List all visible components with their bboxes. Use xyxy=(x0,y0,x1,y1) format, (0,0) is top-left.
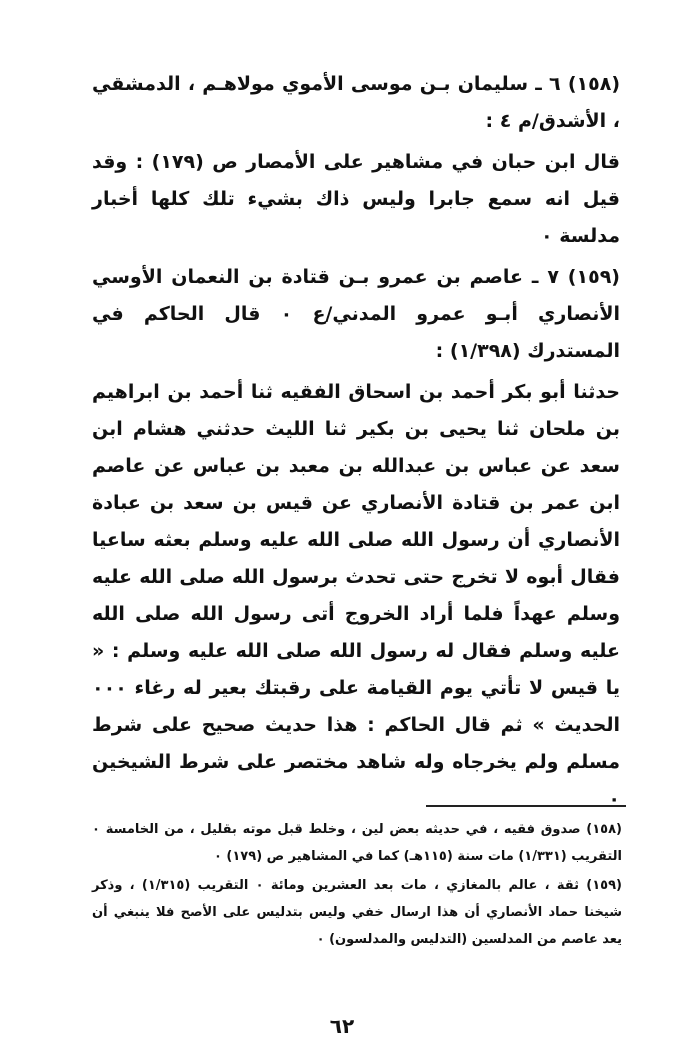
footnote-divider xyxy=(426,805,626,807)
entry-159-heading: (١٥٩) ٧ ـ عاصم بن عمرو بـن قتادة بن النعمان الأوسي الأنصاري أبـو عمرو المدني/ع ٠ قال الحاكم في المستدرك (١/٣٩٨) : xyxy=(92,266,621,362)
page-number: ٦٢ xyxy=(329,1014,355,1038)
footnote-159: (١٥٩) ثقة ، عالم بالمغازي ، مات بعد العشرين ومائة ٠ التقريب (١/٣١٥) ، وذكر شيخنا حماد الأنصاري أن هذا ارسال خفي وليس بتدليس على الأصح فلا ينبغي أن يعد عاصم من المدلسين (التدليس والمدلسون) ٠ xyxy=(92,878,622,947)
footnotes xyxy=(92,816,622,953)
main-text xyxy=(92,66,620,818)
footnote-158: (١٥٨) صدوق فقيه ، في حديثه بعض لين ، وخلط قبل موته بقليل ، من الخامسة ٠ التقريب (١/٣٣١) مات سنة (١١٥هـ) كما في المشاهير ص (١٧٩) ٠ xyxy=(92,822,622,864)
entry-158-heading: (١٥٨) ٦ ـ سليمان بـن موسى الأموي مولاهـم ، الدمشقي ، الأشدق/م ٤ : xyxy=(92,73,620,132)
ibn-hibban-quote: قال ابن حبان في مشاهير على الأمصار ص (١٧٩) : وقد قيل انه سمع جابرا وليس ذاك بشيء تلك كلها أخبار مدلسة ٠ xyxy=(92,151,620,247)
hadith-text: حدثنا أبو بكر أحمد بن اسحاق الفقيه ثنا أحمد بن ابراهيم بن ملحان ثنا يحيى بن بكير ثنا الليث حدثني هشام ابن سعد عن عباس بن عبدالله بن معبد بن عباس عن عاصم ابن عمر بن قتادة الأنصاري عن قيس بن سعد بن عبادة الأنصاري أن رسول الله صلى الله عليه وسلم بعثه ساعيا فقال أبوه لا تخرج حتى تحدث برسول الله صلى الله عليه وسلم عهداً فلما أراد الخروج أتى رسول الله صلى الله عليه وسلم فقال له رسول الله صلى الله عليه وسلم : « يا قيس لا تأتي يوم القيامة على رقبتك بعير له رغاء ٠٠٠ الحديث » ثم قال الحاكم : هذا حديث صحيح على شرط مسلم ولم يخرجاه وله شاهد مختصر على شرط الشيخين ٠ xyxy=(92,381,620,810)
